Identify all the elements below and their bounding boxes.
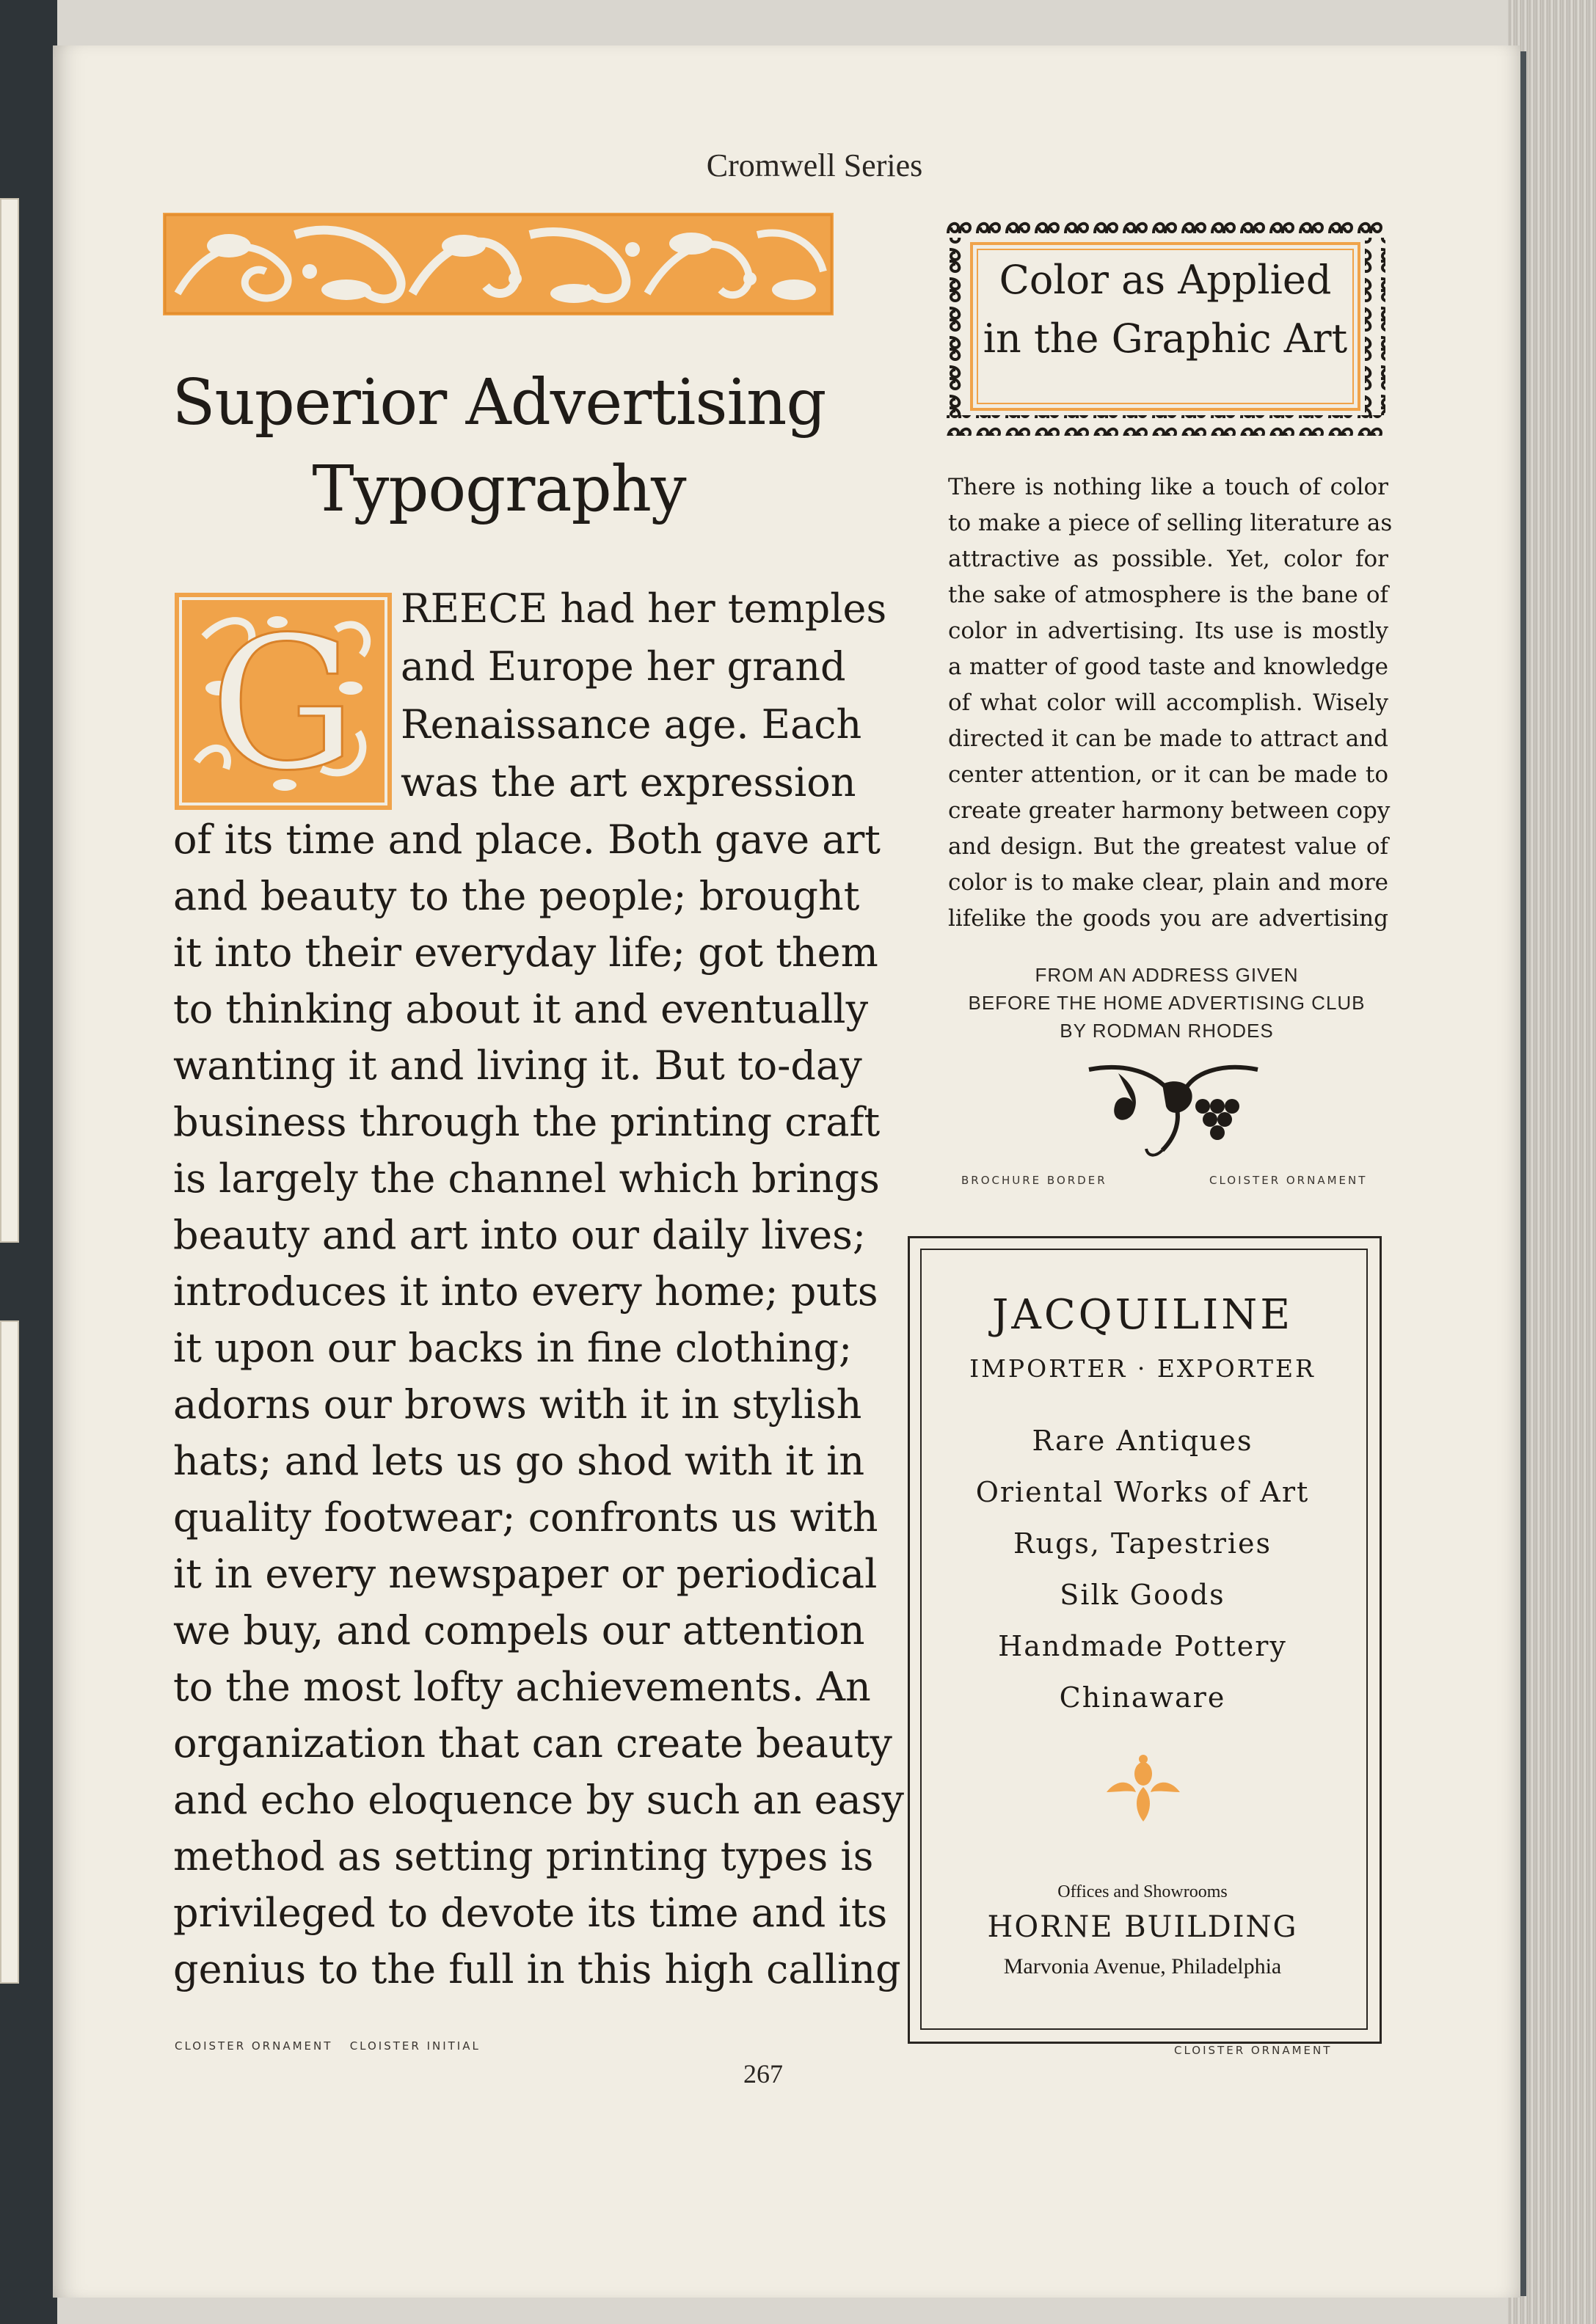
text-line: to make a piece of selling literature as — [948, 510, 1393, 536]
adjacent-page-leaf — [0, 1320, 19, 1984]
adjacent-page-leaf — [0, 198, 19, 1243]
text-line: Renaissance age. Each — [401, 701, 862, 748]
text-line: business through the printing craft — [173, 1099, 881, 1145]
text-line: it upon our backs in fine clothing; — [173, 1325, 853, 1371]
text-line: quality footwear; confronts us with — [173, 1494, 878, 1541]
text-line: attractive as possible. Yet, color for — [948, 546, 1388, 572]
ad-item: Handmade Pottery — [998, 1630, 1287, 1662]
text-line: of its time and place. Both gave art — [173, 816, 881, 863]
attribution — [932, 961, 1402, 1045]
text-line: color in advertising. Its use is mostly — [948, 618, 1388, 644]
ad-item: Chinaware — [1059, 1681, 1226, 1714]
text-line: of what color will accomplish. Wisely — [948, 690, 1388, 716]
ad-caption: CLOISTER ORNAMENT — [1174, 2044, 1333, 2057]
book-cover-left — [0, 0, 57, 2324]
ad-item: Oriental Works of Art — [975, 1476, 1310, 1508]
text-line: the sake of atmosphere is the bane of — [948, 582, 1388, 608]
text-line: adorns our brows with it in stylish — [173, 1381, 862, 1428]
text-line: was the art expression — [401, 759, 856, 805]
ad-address: Marvonia Avenue, Philadelphia — [1003, 1954, 1282, 1978]
text-line: to thinking about it and eventually — [173, 986, 869, 1032]
text-line: center attention, or it can be made to — [948, 761, 1388, 788]
page-title — [147, 359, 851, 533]
title-line-2: Typography — [312, 453, 686, 526]
page-number: 267 — [743, 2059, 783, 2089]
cloister-initial-g — [175, 593, 392, 810]
text-line: we buy, and compels our attention — [173, 1607, 865, 1654]
attribution-line: BY RODMAN RHODES — [1060, 1020, 1274, 1042]
cloister-ornament-caption: CLOISTER ORNAMENT — [1209, 1174, 1368, 1187]
text-line: and echo eloquence by such an easy — [173, 1777, 904, 1823]
text-line: lifelike the goods you are advertising — [948, 905, 1388, 932]
ad-building: HORNE BUILDING — [987, 1910, 1298, 1944]
ad-tagline: IMPORTER · EXPORTER — [969, 1354, 1316, 1383]
ad-offices-label: Offices and Showrooms — [1057, 1882, 1228, 1901]
text-line: hats; and lets us go shod with it in — [173, 1438, 865, 1484]
left-column-caption: CLOISTER ORNAMENT CLOISTER INITIAL — [175, 2039, 481, 2053]
text-line: is largely the channel which brings — [173, 1155, 880, 1202]
attribution-line: BEFORE THE HOME ADVERTISING CLUB — [968, 992, 1366, 1014]
body-text — [173, 811, 904, 1998]
svg-text:G: G — [210, 597, 357, 810]
text-line: create greater harmony between copy — [948, 797, 1391, 824]
text-line: REECE had her temples — [401, 585, 887, 632]
cloister-ornament-band — [163, 213, 834, 315]
text-line: wanting it and living it. But to-day — [173, 1042, 862, 1089]
first-lines — [401, 580, 887, 811]
text-line: method as setting printing types is — [173, 1833, 874, 1879]
brochure-border-caption: BROCHURE BORDER — [961, 1174, 1107, 1187]
color-paragraph — [948, 469, 1393, 937]
text-line: a matter of good taste and knowledge — [948, 654, 1388, 680]
text-line: privileged to devote its time and its — [173, 1890, 888, 1936]
attribution-line: FROM AN ADDRESS GIVEN — [1035, 964, 1299, 986]
text-line: directed it can be made to attract and — [948, 726, 1388, 752]
running-head: Cromwell Series — [706, 147, 923, 183]
box-title-line-1: Color as Applied — [999, 257, 1332, 303]
text-line: organization that can create beauty — [173, 1720, 892, 1766]
ad-company-name: JACQUILINE — [991, 1291, 1294, 1339]
text-line: introduces it into every home; puts — [173, 1268, 878, 1315]
ad-item: Rugs, Tapestries — [1013, 1527, 1272, 1560]
text-line: beauty and art into our daily lives; — [173, 1212, 867, 1258]
fleuron-icon — [1092, 1752, 1195, 1825]
text-line: and design. But the greatest value of — [948, 833, 1388, 860]
box-title-line-2: in the Graphic Art — [983, 315, 1348, 362]
text-line: to the most lofty achievements. An — [173, 1664, 871, 1710]
text-line: it in every newspaper or periodical — [173, 1551, 878, 1597]
text-line: it into their everyday life; got them — [173, 929, 878, 976]
ad-item: Rare Antiques — [1032, 1425, 1253, 1457]
color-box-title — [967, 251, 1363, 368]
grape-vine-ornament — [1074, 1055, 1272, 1165]
title-line-1: Superior Advertising — [172, 366, 826, 439]
text-line: There is nothing like a touch of color — [948, 474, 1388, 500]
text-line: genius to the full in this high calling — [173, 1946, 901, 1992]
text-line: color is to make clear, plain and more — [948, 869, 1388, 896]
text-line: and beauty to the people; brought — [173, 873, 860, 919]
text-line: and Europe her grand — [401, 643, 846, 690]
ad-item: Silk Goods — [1060, 1579, 1225, 1611]
